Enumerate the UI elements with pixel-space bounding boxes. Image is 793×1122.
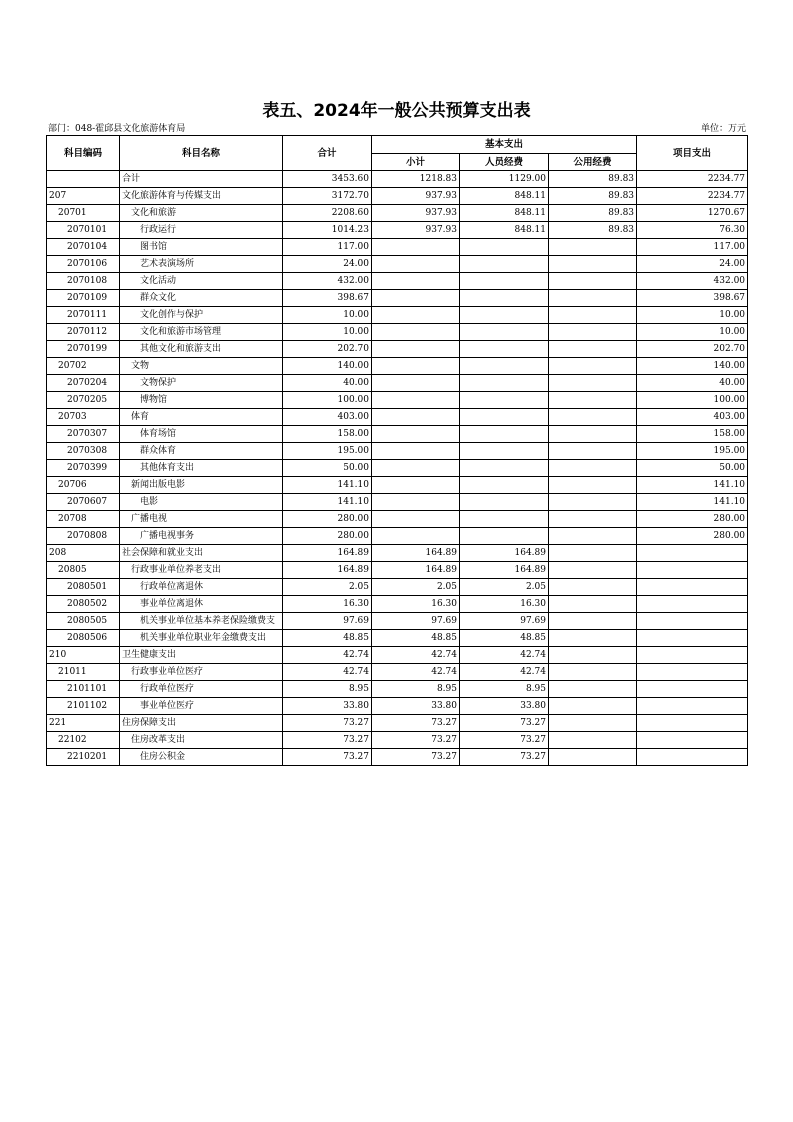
table-row — [47, 511, 748, 528]
cell-public — [549, 239, 637, 256]
cell-total: 10.00 — [283, 324, 372, 341]
cell-subtotal — [372, 443, 460, 460]
cell-subtotal — [372, 341, 460, 358]
cell-name: 广播电视事务 — [120, 528, 283, 545]
cell-name: 群众文化 — [120, 290, 283, 307]
cell-code: 20701 — [47, 205, 120, 222]
cell-personnel — [460, 494, 549, 511]
table-row — [47, 239, 748, 256]
cell-total: 403.00 — [283, 409, 372, 426]
table-row — [47, 545, 748, 562]
cell-public — [549, 307, 637, 324]
cell-public — [549, 528, 637, 545]
cell-code: 221 — [47, 715, 120, 732]
cell-personnel — [460, 392, 549, 409]
cell-code: 20708 — [47, 511, 120, 528]
cell-personnel: 73.27 — [460, 749, 549, 766]
cell-public — [549, 494, 637, 511]
table-row — [47, 324, 748, 341]
cell-code: 2101102 — [47, 698, 120, 715]
cell-code: 2070101 — [47, 222, 120, 239]
cell-project — [637, 579, 748, 596]
cell-code: 207 — [47, 188, 120, 205]
cell-subtotal: 937.93 — [372, 205, 460, 222]
cell-personnel — [460, 290, 549, 307]
cell-personnel: 42.74 — [460, 664, 549, 681]
table-row — [47, 341, 748, 358]
cell-subtotal — [372, 358, 460, 375]
cell-total: 140.00 — [283, 358, 372, 375]
cell-project: 158.00 — [637, 426, 748, 443]
cell-personnel — [460, 528, 549, 545]
cell-total: 16.30 — [283, 596, 372, 613]
cell-code: 2070607 — [47, 494, 120, 511]
cell-name: 住房公积金 — [120, 749, 283, 766]
header-project: 项目支出 — [637, 136, 748, 171]
header-personnel: 人员经费 — [460, 154, 549, 171]
cell-name: 行政单位医疗 — [120, 681, 283, 698]
cell-personnel: 164.89 — [460, 562, 549, 579]
table-row — [47, 596, 748, 613]
table-row — [47, 426, 748, 443]
cell-personnel — [460, 239, 549, 256]
cell-public — [549, 426, 637, 443]
cell-project — [637, 545, 748, 562]
cell-subtotal — [372, 239, 460, 256]
cell-name: 住房改革支出 — [120, 732, 283, 749]
cell-project — [637, 715, 748, 732]
cell-total: 73.27 — [283, 732, 372, 749]
cell-subtotal: 937.93 — [372, 222, 460, 239]
cell-personnel: 97.69 — [460, 613, 549, 630]
cell-total: 280.00 — [283, 528, 372, 545]
cell-project: 432.00 — [637, 273, 748, 290]
cell-subtotal — [372, 273, 460, 290]
cell-name: 体育场馆 — [120, 426, 283, 443]
table-row — [47, 171, 748, 188]
cell-project — [637, 630, 748, 647]
cell-public — [549, 375, 637, 392]
cell-public — [549, 698, 637, 715]
cell-code: 2080506 — [47, 630, 120, 647]
cell-code: 2210201 — [47, 749, 120, 766]
cell-code — [47, 171, 120, 188]
cell-code: 2080505 — [47, 613, 120, 630]
cell-subtotal: 937.93 — [372, 188, 460, 205]
cell-project: 40.00 — [637, 375, 748, 392]
cell-public — [549, 715, 637, 732]
cell-code: 20702 — [47, 358, 120, 375]
cell-subtotal: 48.85 — [372, 630, 460, 647]
cell-personnel: 48.85 — [460, 630, 549, 647]
cell-total: 280.00 — [283, 511, 372, 528]
cell-public: 89.83 — [549, 188, 637, 205]
cell-name: 事业单位医疗 — [120, 698, 283, 715]
cell-name: 文化和旅游 — [120, 205, 283, 222]
cell-subtotal: 2.05 — [372, 579, 460, 596]
header-code: 科目编码 — [47, 136, 120, 171]
table-row — [47, 375, 748, 392]
cell-total: 33.80 — [283, 698, 372, 715]
cell-total: 3453.60 — [283, 171, 372, 188]
cell-code: 208 — [47, 545, 120, 562]
cell-subtotal: 33.80 — [372, 698, 460, 715]
cell-subtotal — [372, 511, 460, 528]
cell-personnel — [460, 256, 549, 273]
cell-code: 2070109 — [47, 290, 120, 307]
table-row — [47, 528, 748, 545]
cell-public — [549, 596, 637, 613]
cell-project — [637, 749, 748, 766]
page-title: 表五、2024年一般公共预算支出表 — [262, 101, 531, 121]
cell-total: 2208.60 — [283, 205, 372, 222]
cell-name: 卫生健康支出 — [120, 647, 283, 664]
cell-public — [549, 409, 637, 426]
cell-code: 2070111 — [47, 307, 120, 324]
table-row — [47, 290, 748, 307]
cell-personnel: 848.11 — [460, 188, 549, 205]
header-public: 公用经费 — [549, 154, 637, 171]
table-row — [47, 188, 748, 205]
cell-project — [637, 562, 748, 579]
cell-project: 398.67 — [637, 290, 748, 307]
cell-subtotal — [372, 426, 460, 443]
cell-name: 其他文化和旅游支出 — [120, 341, 283, 358]
cell-public — [549, 477, 637, 494]
cell-total: 158.00 — [283, 426, 372, 443]
cell-subtotal: 164.89 — [372, 562, 460, 579]
table-row — [47, 307, 748, 324]
cell-name: 住房保障支出 — [120, 715, 283, 732]
cell-total: 24.00 — [283, 256, 372, 273]
cell-personnel — [460, 409, 549, 426]
cell-total: 195.00 — [283, 443, 372, 460]
table-row — [47, 630, 748, 647]
cell-project: 195.00 — [637, 443, 748, 460]
cell-total: 164.89 — [283, 545, 372, 562]
cell-name: 行政事业单位养老支出 — [120, 562, 283, 579]
cell-personnel: 848.11 — [460, 222, 549, 239]
cell-name: 体育 — [120, 409, 283, 426]
cell-public — [549, 664, 637, 681]
cell-project: 50.00 — [637, 460, 748, 477]
header-total: 合计 — [283, 136, 372, 171]
cell-code: 2070106 — [47, 256, 120, 273]
cell-total: 100.00 — [283, 392, 372, 409]
cell-name: 群众体育 — [120, 443, 283, 460]
cell-project — [637, 647, 748, 664]
cell-code: 2070199 — [47, 341, 120, 358]
cell-subtotal: 164.89 — [372, 545, 460, 562]
cell-subtotal: 42.74 — [372, 647, 460, 664]
cell-project: 76.30 — [637, 222, 748, 239]
cell-code: 21011 — [47, 664, 120, 681]
cell-total: 73.27 — [283, 749, 372, 766]
cell-total: 398.67 — [283, 290, 372, 307]
cell-project: 24.00 — [637, 256, 748, 273]
table-row — [47, 358, 748, 375]
cell-name: 博物馆 — [120, 392, 283, 409]
cell-public — [549, 681, 637, 698]
cell-name: 文物保护 — [120, 375, 283, 392]
cell-personnel: 73.27 — [460, 715, 549, 732]
cell-subtotal: 73.27 — [372, 732, 460, 749]
cell-name: 行政事业单位医疗 — [120, 664, 283, 681]
cell-subtotal: 97.69 — [372, 613, 460, 630]
cell-name: 广播电视 — [120, 511, 283, 528]
cell-project: 280.00 — [637, 511, 748, 528]
cell-code: 210 — [47, 647, 120, 664]
cell-personnel — [460, 460, 549, 477]
cell-public — [549, 511, 637, 528]
table-row — [47, 681, 748, 698]
cell-public — [549, 358, 637, 375]
cell-total: 97.69 — [283, 613, 372, 630]
cell-total: 117.00 — [283, 239, 372, 256]
table-row — [47, 749, 748, 766]
cell-project: 10.00 — [637, 307, 748, 324]
cell-project: 2234.77 — [637, 188, 748, 205]
cell-public — [549, 443, 637, 460]
cell-public — [549, 341, 637, 358]
cell-total: 40.00 — [283, 375, 372, 392]
cell-name: 艺术表演场所 — [120, 256, 283, 273]
cell-public: 89.83 — [549, 171, 637, 188]
cell-public — [549, 256, 637, 273]
cell-subtotal: 73.27 — [372, 715, 460, 732]
cell-personnel: 73.27 — [460, 732, 549, 749]
cell-total: 42.74 — [283, 664, 372, 681]
cell-project: 10.00 — [637, 324, 748, 341]
cell-code: 2101101 — [47, 681, 120, 698]
cell-project — [637, 613, 748, 630]
cell-project — [637, 732, 748, 749]
cell-personnel — [460, 375, 549, 392]
cell-name: 文化旅游体育与传媒支出 — [120, 188, 283, 205]
cell-public — [549, 562, 637, 579]
cell-subtotal — [372, 375, 460, 392]
cell-personnel — [460, 341, 549, 358]
header-basic: 基本支出 — [372, 136, 637, 154]
cell-code: 2070205 — [47, 392, 120, 409]
cell-project — [637, 664, 748, 681]
cell-public — [549, 579, 637, 596]
cell-public — [549, 613, 637, 630]
table-row — [47, 579, 748, 596]
cell-total: 141.10 — [283, 477, 372, 494]
table-row — [47, 477, 748, 494]
cell-public — [549, 290, 637, 307]
table-row — [47, 460, 748, 477]
cell-project: 1270.67 — [637, 205, 748, 222]
cell-name: 文化创作与保护 — [120, 307, 283, 324]
cell-code: 2070104 — [47, 239, 120, 256]
cell-name: 新闻出版电影 — [120, 477, 283, 494]
cell-code: 2080502 — [47, 596, 120, 613]
cell-personnel: 42.74 — [460, 647, 549, 664]
cell-project: 140.00 — [637, 358, 748, 375]
cell-public — [549, 749, 637, 766]
table-row — [47, 392, 748, 409]
department-label: 部门：048-霍邱县文化旅游体育局 — [48, 124, 186, 134]
cell-personnel: 16.30 — [460, 596, 549, 613]
cell-project: 403.00 — [637, 409, 748, 426]
cell-total: 164.89 — [283, 562, 372, 579]
cell-name: 其他体育支出 — [120, 460, 283, 477]
cell-personnel: 33.80 — [460, 698, 549, 715]
cell-code: 2070108 — [47, 273, 120, 290]
cell-subtotal: 16.30 — [372, 596, 460, 613]
cell-personnel: 2.05 — [460, 579, 549, 596]
cell-public — [549, 630, 637, 647]
cell-code: 22102 — [47, 732, 120, 749]
cell-code: 2070399 — [47, 460, 120, 477]
cell-subtotal: 73.27 — [372, 749, 460, 766]
cell-subtotal: 8.95 — [372, 681, 460, 698]
table-row — [47, 273, 748, 290]
header-subtotal: 小计 — [372, 154, 460, 171]
cell-public — [549, 392, 637, 409]
cell-personnel — [460, 511, 549, 528]
cell-name: 机关事业单位职业年金缴费支出 — [120, 630, 283, 647]
cell-name: 电影 — [120, 494, 283, 511]
cell-subtotal: 42.74 — [372, 664, 460, 681]
cell-name: 行政单位离退休 — [120, 579, 283, 596]
table-row — [47, 562, 748, 579]
cell-project — [637, 596, 748, 613]
cell-code: 20703 — [47, 409, 120, 426]
cell-code: 2070204 — [47, 375, 120, 392]
cell-project: 2234.77 — [637, 171, 748, 188]
table-row — [47, 647, 748, 664]
cell-name: 图书馆 — [120, 239, 283, 256]
table-row — [47, 222, 748, 239]
cell-total: 42.74 — [283, 647, 372, 664]
cell-name: 文物 — [120, 358, 283, 375]
cell-total: 1014.23 — [283, 222, 372, 239]
table-row — [47, 732, 748, 749]
table-row — [47, 205, 748, 222]
cell-project: 202.70 — [637, 341, 748, 358]
cell-personnel — [460, 358, 549, 375]
table-row — [47, 494, 748, 511]
cell-subtotal — [372, 409, 460, 426]
cell-name: 事业单位离退休 — [120, 596, 283, 613]
cell-personnel: 848.11 — [460, 205, 549, 222]
cell-public — [549, 324, 637, 341]
cell-personnel: 1129.00 — [460, 171, 549, 188]
cell-personnel — [460, 426, 549, 443]
unit-label: 单位：万元 — [700, 124, 746, 134]
cell-code: 2070808 — [47, 528, 120, 545]
cell-subtotal — [372, 256, 460, 273]
cell-code: 2080501 — [47, 579, 120, 596]
table-row — [47, 715, 748, 732]
cell-project — [637, 698, 748, 715]
cell-project: 141.10 — [637, 477, 748, 494]
cell-subtotal — [372, 528, 460, 545]
cell-total: 141.10 — [283, 494, 372, 511]
table-row — [47, 698, 748, 715]
cell-total: 73.27 — [283, 715, 372, 732]
cell-total: 50.00 — [283, 460, 372, 477]
cell-code: 20706 — [47, 477, 120, 494]
cell-personnel — [460, 324, 549, 341]
cell-project — [637, 681, 748, 698]
cell-public — [549, 732, 637, 749]
cell-name: 社会保障和就业支出 — [120, 545, 283, 562]
cell-public — [549, 273, 637, 290]
cell-name: 文化和旅游市场管理 — [120, 324, 283, 341]
cell-subtotal — [372, 324, 460, 341]
cell-personnel — [460, 273, 549, 290]
header-name: 科目名称 — [120, 136, 283, 171]
cell-total: 2.05 — [283, 579, 372, 596]
cell-total: 432.00 — [283, 273, 372, 290]
cell-name: 文化活动 — [120, 273, 283, 290]
cell-project: 280.00 — [637, 528, 748, 545]
table-row — [47, 613, 748, 630]
table-row — [47, 443, 748, 460]
cell-personnel — [460, 443, 549, 460]
table-row — [47, 256, 748, 273]
cell-subtotal — [372, 290, 460, 307]
cell-total: 3172.70 — [283, 188, 372, 205]
cell-project: 141.10 — [637, 494, 748, 511]
cell-project: 117.00 — [637, 239, 748, 256]
cell-subtotal — [372, 460, 460, 477]
cell-code: 20805 — [47, 562, 120, 579]
table-body — [47, 171, 748, 766]
cell-public: 89.83 — [549, 222, 637, 239]
cell-total: 48.85 — [283, 630, 372, 647]
cell-code: 2070112 — [47, 324, 120, 341]
table-header — [47, 136, 748, 171]
cell-personnel: 8.95 — [460, 681, 549, 698]
cell-name: 合计 — [120, 171, 283, 188]
cell-public — [549, 545, 637, 562]
cell-subtotal — [372, 477, 460, 494]
cell-code: 2070307 — [47, 426, 120, 443]
cell-code: 2070308 — [47, 443, 120, 460]
cell-project: 100.00 — [637, 392, 748, 409]
cell-public — [549, 647, 637, 664]
cell-public: 89.83 — [549, 205, 637, 222]
budget-table — [46, 135, 748, 766]
cell-name: 机关事业单位基本养老保险缴费支 — [120, 613, 283, 630]
table-row — [47, 664, 748, 681]
cell-subtotal: 1218.83 — [372, 171, 460, 188]
cell-subtotal — [372, 392, 460, 409]
cell-public — [549, 460, 637, 477]
cell-subtotal — [372, 307, 460, 324]
cell-total: 8.95 — [283, 681, 372, 698]
table-row — [47, 409, 748, 426]
cell-total: 10.00 — [283, 307, 372, 324]
cell-name: 行政运行 — [120, 222, 283, 239]
cell-subtotal — [372, 494, 460, 511]
cell-personnel — [460, 307, 549, 324]
cell-total: 202.70 — [283, 341, 372, 358]
cell-personnel — [460, 477, 549, 494]
cell-personnel: 164.89 — [460, 545, 549, 562]
